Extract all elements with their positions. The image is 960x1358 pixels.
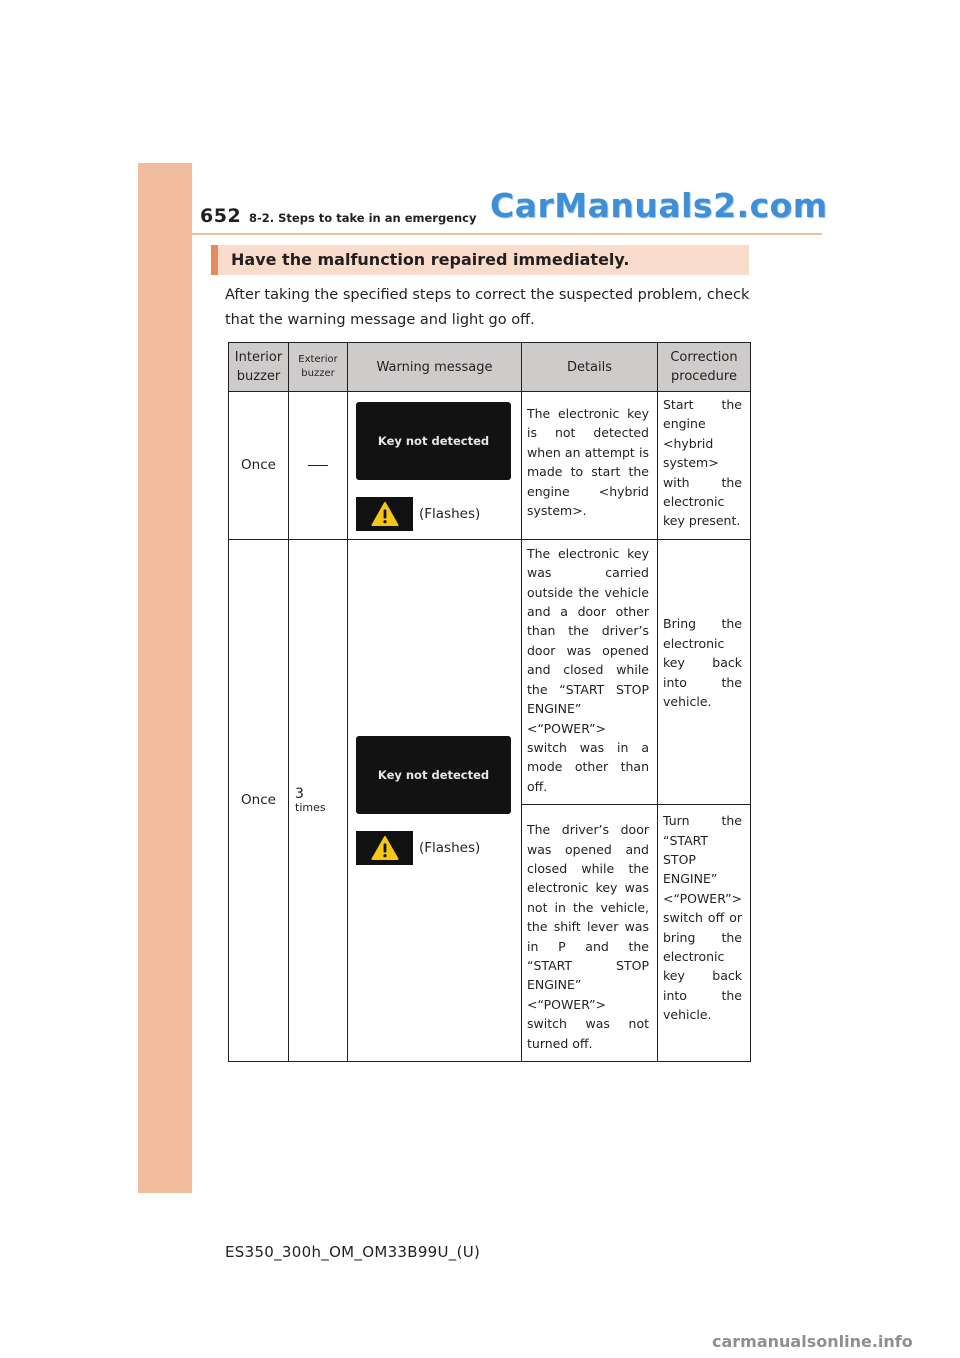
row2-correction: Bring the electronic key back into the vehicle. [658,539,751,804]
row3-correction: Turn the “START STOP ENGINE” <“POWER”> switch off or bring the electronic key back into the vehicle. [658,805,751,1062]
warning-light-icon [356,497,413,531]
warning-light-icon [356,831,413,865]
heading-bar [211,245,749,275]
dash-none [308,465,328,466]
row2-details: The electronic key was carried outside the vehicle and a door other than the driver’s door was opened and closed while the “START STOP ENGINE” <“POWER”> switch was in a mode other than off. [522,539,658,804]
watermark-top[interactable]: CarManuals2.com [490,186,828,225]
table-row [229,539,751,804]
exterior-unit: times [295,801,326,815]
chapter-sidebar-tab [138,163,192,1193]
row1-warning-message [348,392,522,540]
row1-correction: Start the engine <hybrid system> with the electronic key present. [658,392,751,540]
row1-exterior-buzzer [289,392,348,540]
row3-details: The driver’s door was opened and closed while the electronic key was not in the vehicle, the shift lever was in P and the “START STOP ENGINE” <“POWER”> switch was not turned off. [522,805,658,1062]
row2-interior-buzzer: Once [229,539,289,1061]
row2-warning-message [348,539,522,1061]
display-screen: Key not detected [356,402,511,480]
header-exterior-buzzer: Exterior buzzer [289,343,348,392]
flashes-label: (Flashes) [419,506,481,522]
row1-interior-buzzer: Once [229,392,289,540]
row2-exterior-buzzer [289,539,348,1061]
heading-text: Have the malfunction repaired immediately. [231,250,630,269]
display-screen: Key not detected [356,736,511,814]
header-warning-message: Warning message [348,343,522,392]
warning-table [228,342,751,1062]
header-interior-buzzer: Interior buzzer [229,343,289,392]
exterior-count: 3 [295,786,304,803]
header-details: Details [522,343,658,392]
page-number: 652 [200,205,242,227]
intro-paragraph: After taking the specified steps to correct the suspected problem, check that the warning message and light go off. [225,287,750,328]
manual-code: ES350_300h_OM_OM33B99U_(U) [225,1243,481,1261]
row1-details: The electronic key is not detected when an attempt is made to start the engine <hybrid system>. [522,392,658,540]
header-divider [192,233,822,235]
section-title: 8-2. Steps to take in an emergency [249,211,477,225]
header-correction-procedure: Correction procedure [658,343,751,392]
table-header-row [229,343,751,392]
watermark-bottom[interactable]: carmanualsonline.info [712,1332,913,1351]
table-row [229,392,751,540]
flashes-label: (Flashes) [419,839,481,856]
